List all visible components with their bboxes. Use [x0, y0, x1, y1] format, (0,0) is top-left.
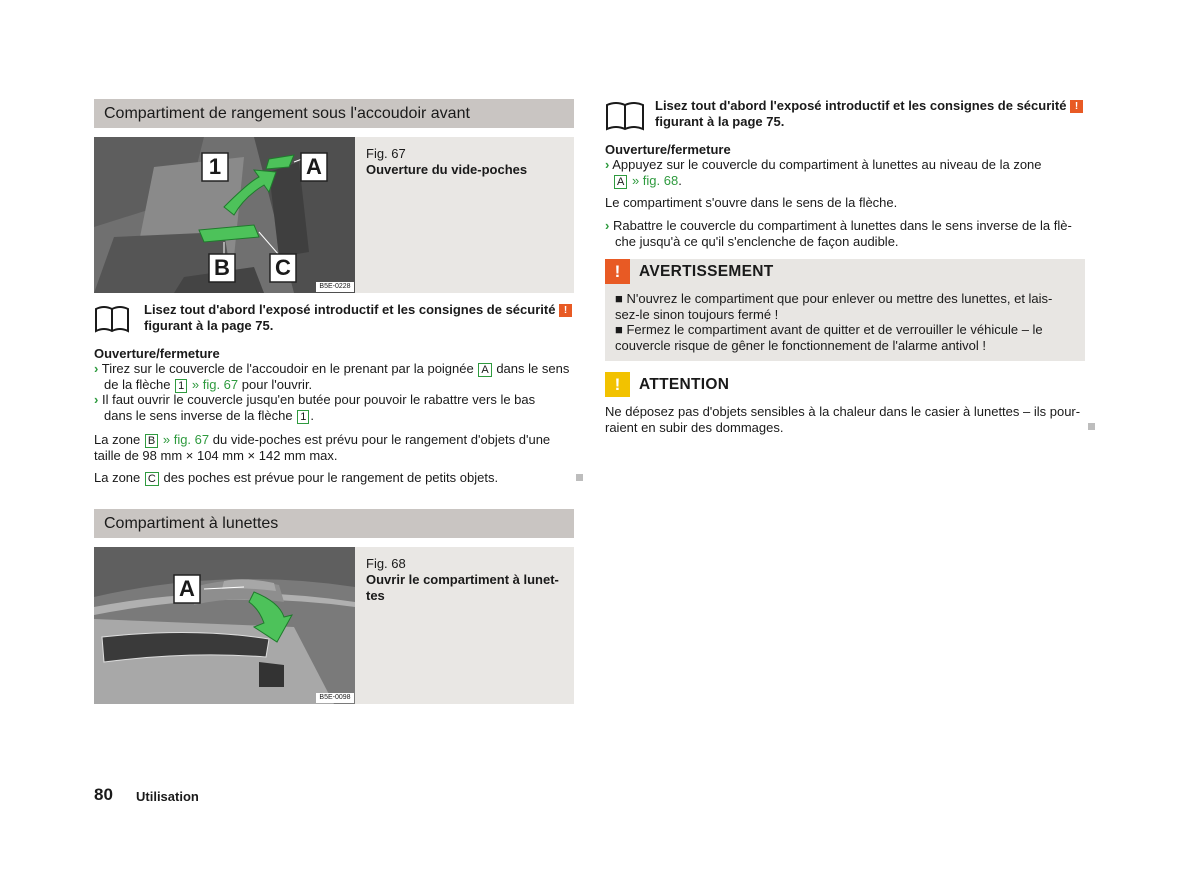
intro-note: Lisez tout d'abord l'exposé introductif et les consignes de sécurité ! figurant à la page 75. [144, 302, 574, 333]
step-arrow-icon: › [605, 157, 610, 172]
step-1: › Appuyez sur le couvercle du compartiment à lunettes au niveau de la zone A » fig. 68. [605, 157, 1042, 188]
figure-number: Fig. 68 [366, 556, 406, 571]
warning-item: ■ Fermez le compartiment avant de quitter et de verrouiller le véhicule – le [615, 322, 1043, 337]
warning-box [605, 259, 1085, 361]
section-title-glasses: Compartiment à lunettes [94, 509, 574, 538]
figure-title: tes [366, 588, 385, 603]
figure-code: B5E-0098 [319, 694, 351, 701]
figure-label-1: 1 [208, 154, 222, 179]
step-1: › Tirez sur le couvercle de l'accoudoir en le prenant par la poignée A dans le sens de la flèche 1 » fig. 67 pour l'ouvrir. [94, 361, 570, 392]
paragraph-opens: Le compartiment s'ouvre dans le sens de la flèche. [605, 195, 898, 210]
ref-box-1: 1 [297, 410, 309, 424]
paragraph-zone-c: La zone C des poches est prévue pour le rangement de petits objets. [94, 470, 499, 485]
figure-label-a: A [306, 154, 322, 179]
glasses-compartment-illustration [94, 547, 355, 704]
ref-box-b: B [145, 434, 158, 448]
book-icon [94, 303, 130, 333]
subheading-opening: Ouverture/fermeture [605, 142, 731, 157]
step-arrow-icon: › [605, 218, 610, 233]
figure-label-c: C [275, 255, 291, 280]
section-end-marker [1088, 423, 1095, 430]
attention-icon: ! [605, 372, 630, 397]
bullet-icon: ■ [615, 291, 627, 306]
step-2: › Il faut ouvrir le couvercle jusqu'en butée pour pouvoir le rabattre vers le bas dans le sens inverse de la flèche 1 . [94, 392, 536, 423]
ref-box-a: A [614, 175, 627, 189]
figure-number: Fig. 67 [366, 146, 406, 161]
fig-link[interactable]: » fig. 68 [631, 172, 679, 188]
section-name: Utilisation [136, 789, 199, 804]
figure-68-caption [366, 556, 566, 604]
ref-box-c: C [145, 472, 159, 486]
warning-item: ■ N'ouvrez le compartiment que pour enlever ou mettre des lunettes, et lais- [615, 291, 1053, 306]
warning-text: ■ N'ouvrez le compartiment que pour enlever ou mettre des lunettes, et lais- sez-le sinon toujours fermé ! ■ Fermez le compartiment avant de quitter et de verrouiller le véhicule – le couvercle risque de gêner le fonctionnement de l'alarme antivol ! [615, 291, 1077, 353]
ref-box-1: 1 [175, 379, 187, 393]
paragraph-zone-b: La zone B » fig. 67 du vide-poches est prévu pour le rangement d'objets d'une taille de 98 mm × 104 mm × 142 mm max. [94, 432, 551, 463]
warning-title: AVERTISSEMENT [639, 263, 774, 280]
figure-title: Ouvrir le compartiment à lunet- [366, 572, 559, 587]
fig-link[interactable]: » fig. 67 [162, 432, 210, 447]
attention-title: ATTENTION [639, 376, 730, 393]
step-arrow-icon: › [94, 361, 99, 376]
figure-67-image [94, 137, 355, 293]
section-title-armrest: Compartiment de rangement sous l'accoudoir avant [94, 99, 574, 128]
figure-title: Ouverture du vide-poches [366, 162, 528, 177]
book-icon [605, 99, 645, 131]
ref-box-a: A [478, 363, 491, 377]
figure-68-image [94, 547, 355, 704]
figure-code: B5E-0228 [319, 283, 351, 290]
fig-link[interactable]: » fig. 67 [191, 377, 239, 392]
attention-text: Ne déposez pas d'objets sensibles à la chaleur dans le casier à lunettes – ils pour- raient en subir des dommages. [605, 404, 1081, 435]
figure-label-a: A [179, 576, 195, 601]
figure-67-caption [366, 146, 566, 178]
warning-icon: ! [605, 259, 630, 284]
intro-note: Lisez tout d'abord l'exposé introductif et les consignes de sécurité ! figurant à la page 75. [655, 98, 1085, 129]
warning-badge-icon: ! [559, 304, 572, 317]
section-end-marker [576, 474, 583, 481]
bullet-icon: ■ [615, 322, 627, 337]
figure-label-b: B [214, 255, 230, 280]
step-arrow-icon: › [94, 392, 99, 407]
warning-badge-icon: ! [1070, 100, 1083, 113]
page-number: 80 [94, 785, 113, 804]
subheading-opening: Ouverture/fermeture [94, 346, 220, 361]
step-2: › Rabattre le couvercle du compartiment à lunettes dans le sens inverse de la flè- che jusqu'à ce qu'il s'enclenche de façon audible. [605, 218, 1072, 249]
